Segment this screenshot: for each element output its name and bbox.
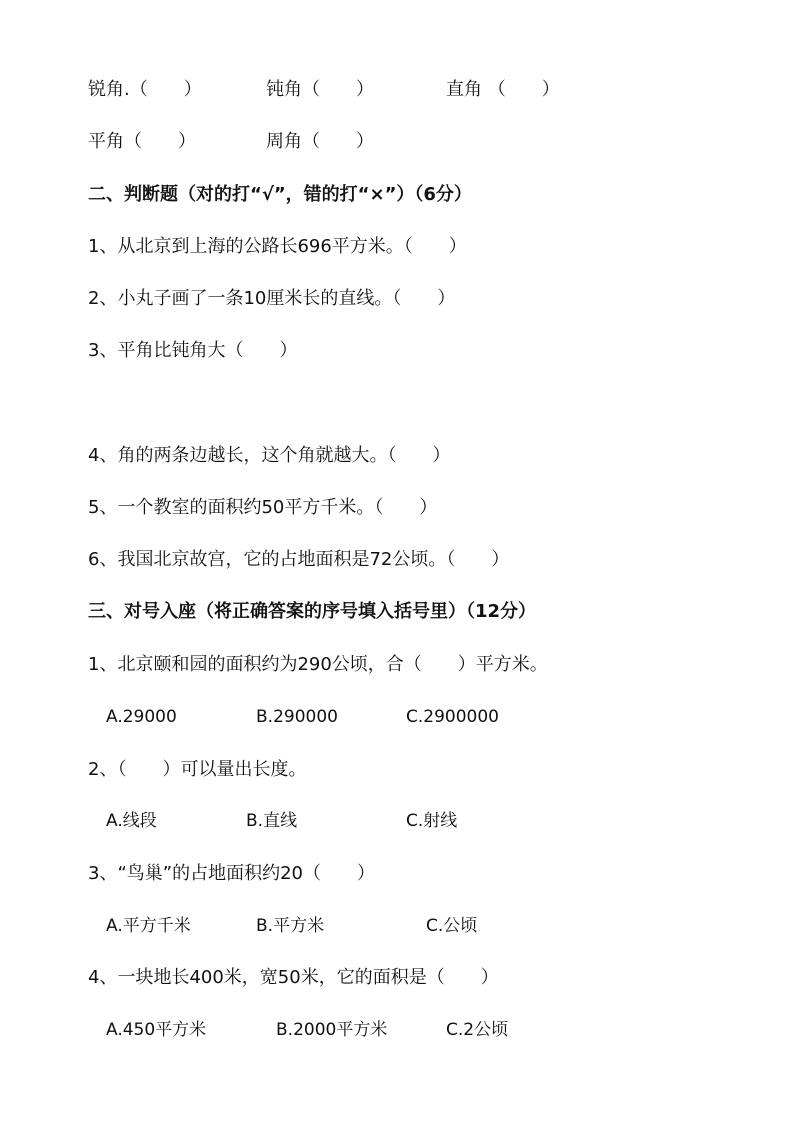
choice-question: 4、一块地长400米，宽50米，它的面积是（ ） bbox=[88, 967, 499, 988]
angle-obtuse: 钝角（ ） bbox=[266, 79, 374, 100]
choice-option-c: C.2公顷 bbox=[446, 1020, 509, 1040]
choice-option-c: C.公顷 bbox=[426, 916, 478, 936]
section-title-multiple-choice: 三、对号入座（将正确答案的序号填入括号里）（12分） bbox=[88, 601, 537, 622]
section-title-judgment: 二、判断题（对的打“√”，错的打“×”）（6分） bbox=[88, 184, 472, 205]
angle-round: 周角（ ） bbox=[266, 131, 374, 152]
judgment-item: 6、我国北京故宫，它的占地面积是72公顷。（ ） bbox=[88, 549, 510, 570]
judgment-item: 5、一个教室的面积约50平方千米。（ ） bbox=[88, 497, 438, 518]
choice-question: 2、（ ）可以量出长度。 bbox=[88, 759, 307, 780]
angle-straight: 平角（ ） bbox=[88, 131, 196, 152]
choice-option-b: B.290000 bbox=[256, 707, 338, 727]
judgment-item: 4、角的两条边越长，这个角就越大。（ ） bbox=[88, 445, 451, 466]
choice-option-c: C.2900000 bbox=[406, 707, 499, 727]
choice-option-a: A.450平方米 bbox=[106, 1020, 207, 1040]
judgment-item: 1、从北京到上海的公路长696平方米。（ ） bbox=[88, 236, 467, 257]
angle-acute: 锐角.（ ） bbox=[88, 79, 202, 100]
choice-option-a: A.29000 bbox=[106, 707, 177, 727]
choice-option-b: B.2000平方米 bbox=[276, 1020, 388, 1040]
choice-question: 1、北京颐和园的面积约为290公顷，合（ ）平方米。 bbox=[88, 654, 548, 675]
angle-right: 直角 （ ） bbox=[446, 79, 560, 100]
choice-option-a: A.线段 bbox=[106, 811, 157, 831]
choice-option-b: B.平方米 bbox=[256, 916, 325, 936]
choice-option-a: A.平方千米 bbox=[106, 916, 191, 936]
choice-option-c: C.射线 bbox=[406, 811, 458, 831]
choice-option-b: B.直线 bbox=[246, 811, 298, 831]
judgment-item: 3、平角比钝角大（ ） bbox=[88, 340, 298, 361]
judgment-item: 2、小丸子画了一条10厘米长的直线。（ ） bbox=[88, 288, 456, 309]
choice-question: 3、“鸟巢”的占地面积约20（ ） bbox=[88, 863, 376, 884]
